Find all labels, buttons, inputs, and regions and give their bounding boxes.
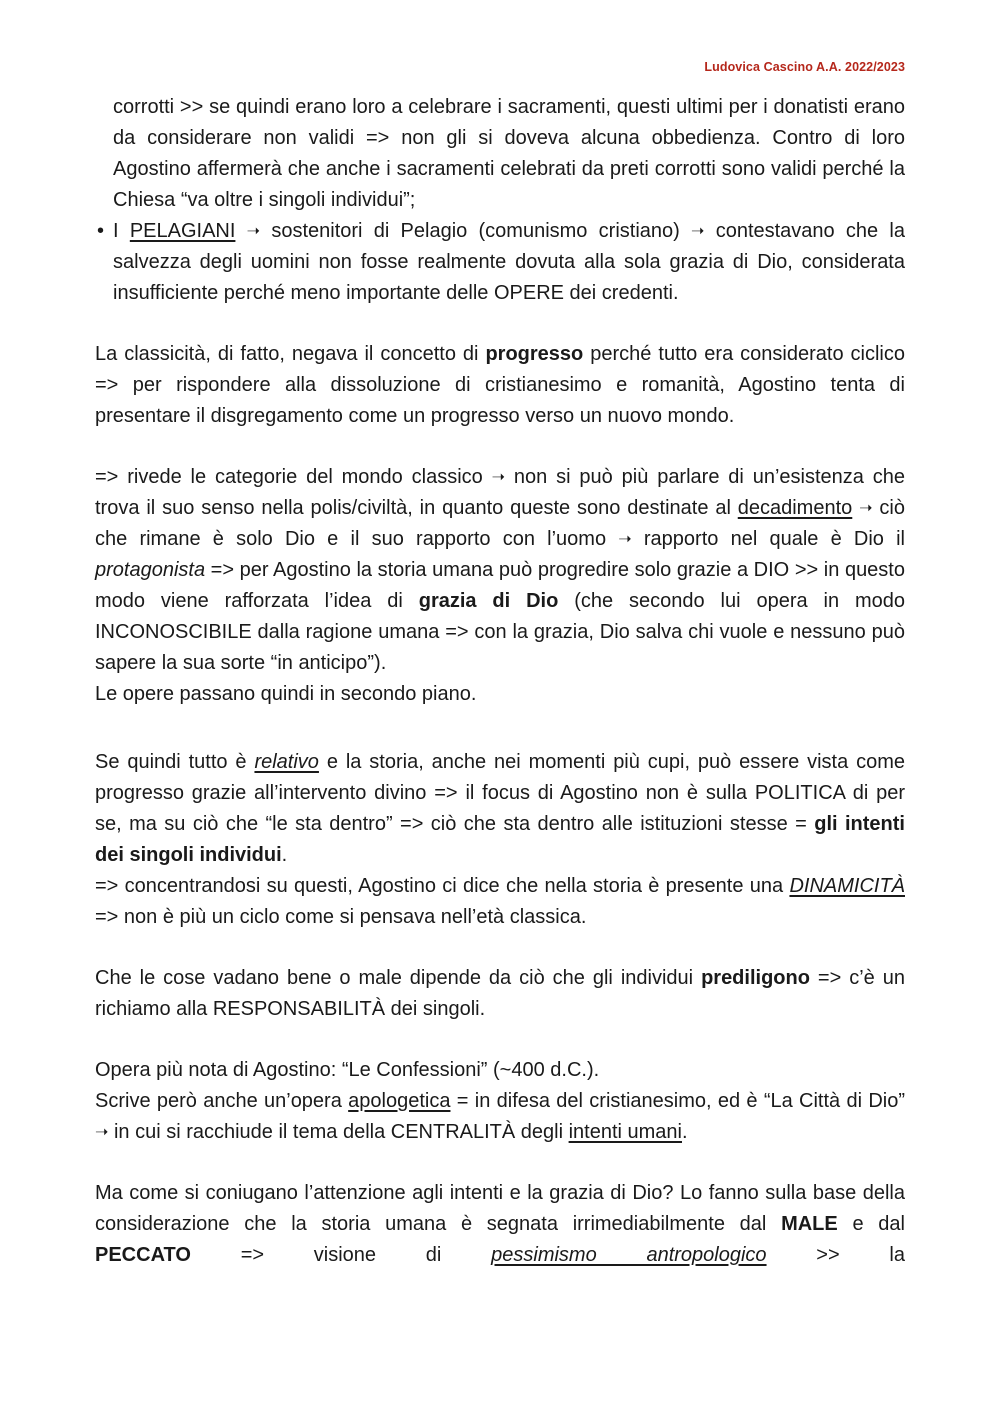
paragraph-opere: Le opere passano quindi in secondo piano.: [95, 683, 477, 705]
underlined-decadimento: decadimento: [737, 497, 853, 519]
italic-underlined-dinamicita: DINAMICITÀ: [789, 875, 905, 897]
text-run: .: [682, 1121, 688, 1143]
text-run: Che le cose vadano bene o male dipende da ciò che gli individui: [95, 967, 702, 989]
text-run: perché tutto era considerato ciclico => per rispondere alla dissoluzione di cristianesimo e romanità, Agostino tenta di presentare il disgregamento come un progresso verso un nuovo mondo.: [95, 343, 905, 427]
text-run: rapporto nel quale è Dio il: [631, 528, 906, 550]
list-item-text: sostenitori di Pelagio (comunismo cristiano): [260, 220, 692, 242]
italic-protagonista: protagonista: [95, 559, 206, 581]
text-run: Scrive però anche un’opera: [95, 1090, 349, 1112]
paragraph-male-peccato: [95, 1178, 905, 1271]
arrow-right-icon: ➝: [491, 469, 506, 486]
bold-male: MALE: [781, 1213, 838, 1235]
text-run: => c’è un richiamo alla RESPONSABILITÀ dei singoli.: [95, 967, 905, 1020]
bold-prediligono: prediligono: [701, 967, 810, 989]
page-header: Ludovica Cascino A.A. 2022/2023: [704, 60, 905, 74]
text-run: => per Agostino la storia umana può progredire solo grazie a DIO >> in questo modo viene rafforzata l’idea di: [95, 559, 905, 612]
text-run: = in difesa del cristianesimo, ed è “La Città di Dio”: [450, 1090, 906, 1112]
paragraph-progresso: [95, 339, 905, 432]
paragraph-relativo: [95, 747, 905, 871]
bold-intenti-individui: gli intenti dei singoli individui: [95, 813, 905, 866]
text-run: => visione di: [190, 1244, 492, 1266]
text-run: e la storia, anche nei momenti più cupi, può essere vista come progresso grazie all’intervento divino => il focus di Agostino non è sulla POLITICA di per se, ma su ciò che “le sta dentro” => ciò che sta dentro alle istituzioni stesse =: [95, 751, 905, 835]
bold-grazia-di-dio: grazia di Dio: [418, 590, 559, 612]
paragraph-dinamicita: [95, 871, 905, 933]
italic-underlined-relativo: relativo: [254, 751, 319, 773]
list-item-donatisti-continuation: [95, 92, 905, 216]
term-pelagiani: PELAGIANI: [129, 220, 236, 242]
text-run: La classicità, di fatto, negava il concetto di: [95, 343, 486, 365]
bullet-icon: •: [97, 220, 105, 242]
paragraph-responsabilita: [95, 963, 905, 1025]
list-item-text: contestavano che la salvezza degli uomini non fosse realmente dovuta alla sola grazia di Dio, considerata insufficiente perché meno importante delle OPERE dei credenti.: [113, 220, 905, 304]
text-run: ciò che rimane è solo Dio e il suo rapporto con l’uomo: [95, 497, 905, 550]
text-run: e dal: [837, 1213, 905, 1235]
paragraph-categorie: [95, 462, 905, 679]
arrow-right-icon: ➝: [95, 1124, 109, 1141]
text-run: => non è più un ciclo come si pensava nell’età classica.: [95, 906, 587, 928]
text-run: Se quindi tutto è: [95, 751, 255, 773]
bold-progresso: progresso: [485, 343, 584, 365]
italic-underlined-pessimismo: pessimismo antropologico: [491, 1244, 767, 1266]
text-run: => rivede le categorie del mondo classico: [95, 466, 492, 488]
arrow-right-icon: ➝: [691, 223, 705, 240]
text-run: non si può più parlare di un’esistenza che trova il suo senso nella polis/civiltà, in quanto queste sono destinate al: [95, 466, 906, 519]
list-item-pelagiani: [95, 216, 905, 309]
arrow-right-icon: ➝: [246, 223, 261, 240]
text-run: in cui si racchiude il tema della CENTRALITÀ degli: [108, 1121, 569, 1143]
bold-peccato: PECCATO: [95, 1244, 191, 1266]
underlined-apologetica: apologetica: [348, 1090, 451, 1112]
paragraph-confessioni: Opera più nota di Agostino: “Le Confessioni” (~400 d.C.).: [95, 1059, 600, 1081]
arrow-right-icon: ➝: [618, 531, 632, 548]
text-run: (che secondo lui opera in modo INCONOSCIBILE dalla ragione umana => con la grazia, Dio salva chi vuole e nessuno può sapere la sua sorte “in anticipo”).: [95, 590, 906, 674]
document-body: [95, 92, 905, 1271]
arrow-right-icon: ➝: [859, 500, 873, 517]
text-run: => concentrandosi su questi, Agostino ci dice che nella storia è presente una: [95, 875, 790, 897]
list-item-text: I: [113, 220, 130, 242]
text-run: >> la: [766, 1244, 905, 1266]
text-run: Ma come si coniugano l’attenzione agli intenti e la grazia di Dio? Lo fanno sulla base della considerazione che la storia umana è segnata irrimediabilmente dal: [95, 1182, 905, 1235]
bullet-list: [95, 92, 905, 309]
paragraph-citta-di-dio: [95, 1086, 905, 1148]
list-item-text: corrotti >> se quindi erano loro a celebrare i sacramenti, questi ultimi per i donatisti erano da considerare non validi => non gli si doveva alcuna obbedienza. Contro di loro Agostino affermerà che anche i sacramenti celebrati da preti corrotti sono validi perché la Chiesa “va oltre i singoli individui”;: [113, 96, 905, 211]
underlined-intenti-umani: intenti umani: [568, 1121, 682, 1143]
text-run: .: [281, 844, 288, 866]
